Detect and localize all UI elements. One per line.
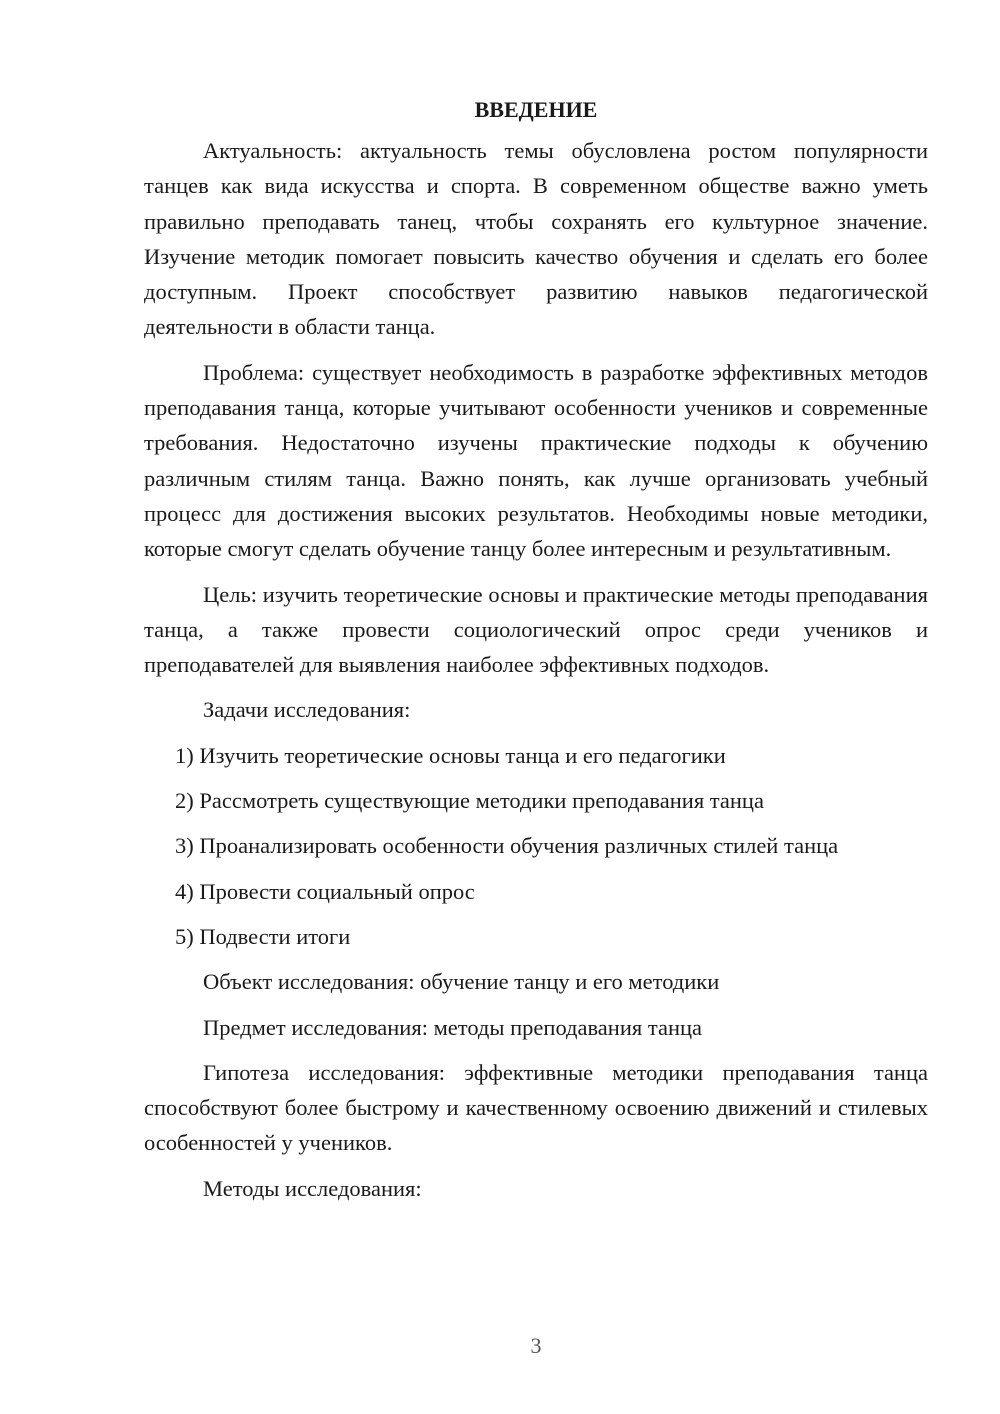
tasks-heading: Задачи исследования:	[203, 697, 411, 723]
relevance-paragraph: Актуальность: актуальность темы обусловлена ростом популярности танцев как вида искусства и спорта. В современном обществе важно уметь правильно преподавать танец, чтобы сохранять его культурное значение. Изучение методик помогает повысить качество обучения и сделать его более доступным. Проект способствует развитию навыков педагогической деятельности в области танца.	[144, 138, 928, 340]
hypothesis-paragraph: Гипотеза исследования: эффективные методики преподавания танца способствуют более быстрому и качественному освоению движений и стилевых особенностей у учеников.	[144, 1059, 928, 1156]
problem-paragraph: Проблема: существует необходимость в разработке эффективных методов преподавания танца, которые учитывают особенности учеников и современные требования. Недостаточно изучены практические подходы к обучению различным стилям танца. Важно понять, как лучше организовать учебный процесс для достижения высоких результатов. Необходимы новые методики, которые смогут сделать обучение танцу более интересным и результативным.	[144, 359, 928, 562]
task-item: 2) Рассмотреть существующие методики преподавания танца	[175, 788, 764, 814]
page-number: 3	[530, 1333, 542, 1358]
task-item: 4) Провести социальный опрос	[175, 878, 475, 904]
subject-paragraph: Предмет исследования: методы преподавания танца	[203, 1014, 703, 1040]
methods-heading: Методы исследования:	[203, 1175, 422, 1201]
goal-paragraph: Цель: изучить теоретические основы и практические методы преподавания танца, а также провести социологический опрос среди учеников и преподавателей для выявления наиболее эффективных подходов.	[144, 581, 928, 678]
object-paragraph: Объект исследования: обучение танцу и его методики	[203, 969, 720, 995]
task-item: 1) Изучить теоретические основы танца и его педагогики	[175, 742, 726, 768]
task-item: 3) Проанализировать особенности обучения различных стилей танца	[175, 833, 839, 859]
document-page	[144, 95, 928, 1216]
task-item: 5) Подвести итоги	[175, 923, 351, 949]
tasks-list	[144, 738, 928, 954]
page-title: ВВЕДЕНИЕ	[474, 97, 598, 122]
